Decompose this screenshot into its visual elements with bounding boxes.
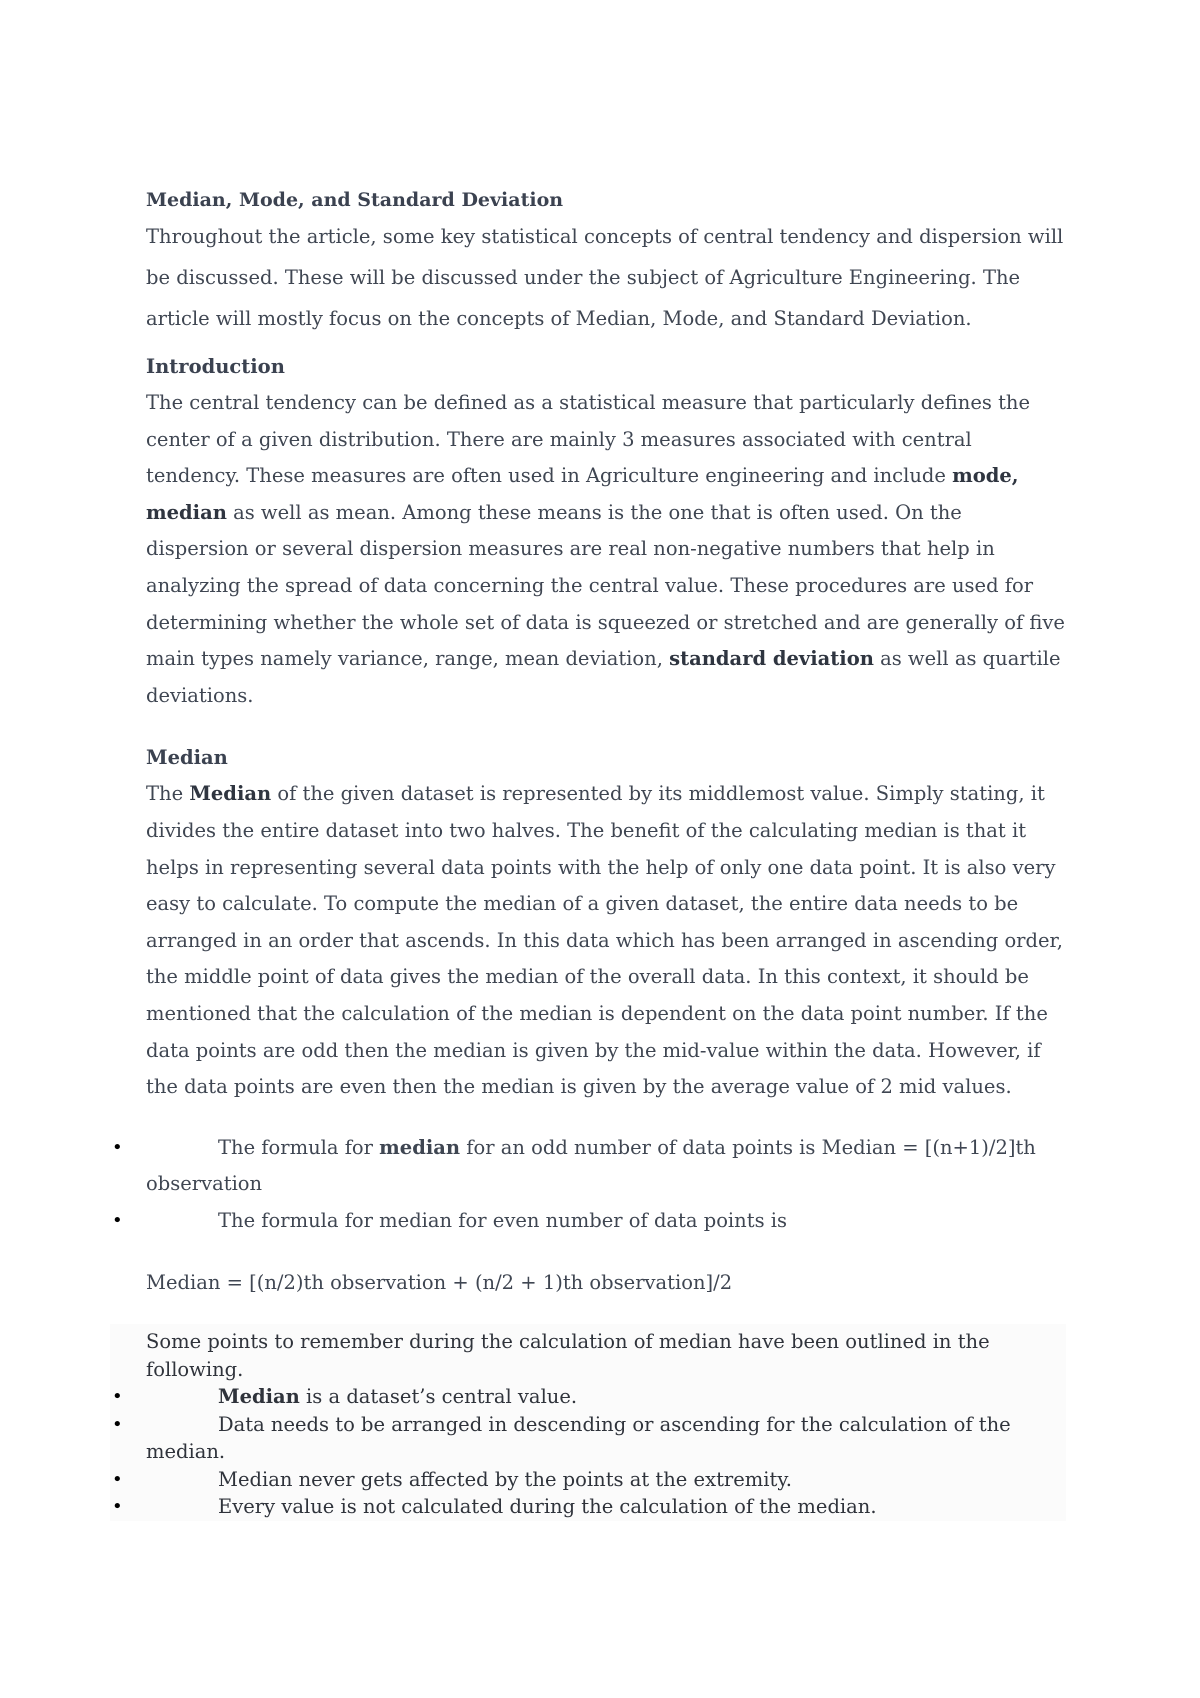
document-title: Median, Mode, and Standard Deviation — [146, 189, 564, 211]
introduction-paragraph: The central tendency can be defined as a statistical measure that particularly defines the center of a given distribution. There are mainly 3 measures associated with central tendency. These measures are often used in Agriculture engineering and include mode, median as well as mean. Among these means is the one that is often used. On the dispersion or several dispersion measures are real non-negative numbers that help in analyzing the spread of data concerning the central value. These procedures are used for determining whether the whole set of data is squeezed or stretched and are generally of five main types namely variance, range, mean deviation, standard deviation as well as quartile deviations. — [146, 391, 1065, 707]
list-item: • The formula for median for even number of data points is — [146, 1203, 1066, 1240]
bullet-icon: • — [112, 1209, 123, 1231]
bullet-icon: • — [112, 1468, 123, 1490]
bullet-icon: • — [112, 1496, 123, 1518]
median-formula-list — [112, 1130, 1066, 1240]
even-median-formula: Median = [(n/2)th observation + (n/2 + 1)th observation]/2 — [146, 1271, 733, 1295]
list-item: • Median is a dataset’s central value. — [146, 1383, 1066, 1411]
introduction-heading: Introduction — [146, 355, 285, 378]
bullet-icon: • — [112, 1136, 123, 1158]
list-item: • Data needs to be arranged in descending or ascending for the calculation of the median. — [112, 1412, 1011, 1464]
median-paragraph: The Median of the given dataset is represented by its middlemost value. Simply stating, it divides the entire dataset into two halves. The benefit of the calculating median is that it helps in representing several data points with the help of only one data point. It is also very easy to calculate. To compute the median of a given dataset, the entire data needs to be arranged in an order that ascends. In this data which has been arranged in ascending order, the middle point of data gives the median of the overall data. In this context, it should be mentioned that the calculation of the median is dependent on the data point number. If the data points are odd then the median is given by the mid-value within the data. However, if the data points are even then the median is given by the average value of 2 mid values. — [146, 782, 1063, 1099]
remember-list — [112, 1383, 1066, 1521]
list-item: • The formula for median for an odd number of data points is Median = [(n+1)/2]th observation — [146, 1130, 1066, 1203]
document-content — [112, 184, 1066, 1521]
bullet-icon: • — [112, 1386, 123, 1408]
list-item: • Every value is not calculated during the calculation of the median. — [146, 1493, 1066, 1521]
bullet-icon: • — [112, 1413, 123, 1435]
lead-paragraph: Throughout the article, some key statistical concepts of central tendency and dispersion will be discussed. These will be discussed under the subject of Agriculture Engineering. The article will mostly focus on the concepts of Median, Mode, and Standard Deviation. — [146, 225, 1064, 330]
list-item: • Median never gets affected by the points at the extremity. — [146, 1466, 1066, 1494]
median-heading: Median — [146, 746, 228, 770]
remember-intro: Some points to remember during the calculation of median have been outlined in the following. — [146, 1330, 990, 1381]
remember-box — [110, 1324, 1066, 1521]
